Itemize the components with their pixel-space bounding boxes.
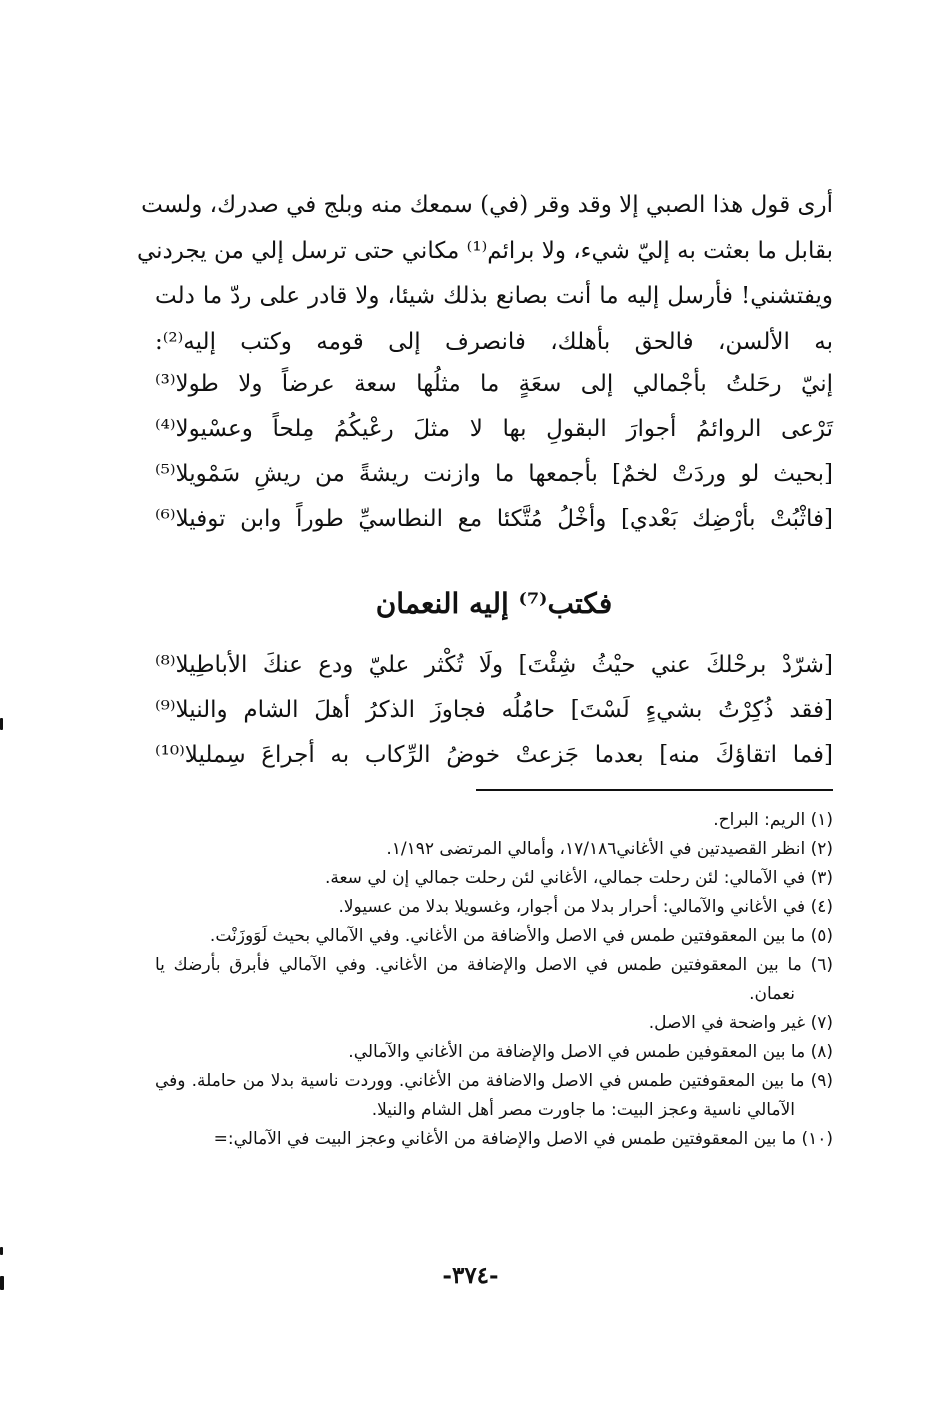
footnote: (٢) انظر القصيدتين في الأغاني١٧/١٨٦، وأمالي المرتضى ١/١٩٢. bbox=[386, 839, 833, 859]
prose-line: أرى قول هذا الصبي إلا وقد وقر (في) سمعك منه وبلج في صدرك، ولست bbox=[141, 192, 833, 218]
footnote-separator bbox=[476, 789, 833, 791]
section-heading: فكتب⁽⁷⁾ إليه النعمان bbox=[375, 587, 613, 620]
verse-line: [بحيث لو وردَتْ لخمٌ] بأجمعها ما وازنت ريشةً من ريشِ سَمْويلا⁽⁵⁾ bbox=[155, 461, 833, 487]
verse-line: [فقد ذُكِرْتُ بشيءٍ لَسْتَ] حامُلُه فجاوزَ الذكرُ أهلَ الشام والنيلا⁽⁹⁾ bbox=[155, 697, 833, 723]
poem-first bbox=[155, 362, 833, 542]
scan-speck bbox=[0, 1247, 3, 1255]
prose-line: بقابل ما بعثت به إليّ شيء، ولا برائم⁽¹⁾ مكاني حتى ترسل إلي من يجردني bbox=[136, 237, 833, 264]
verse-line: تَرْعى الروائمُ أجوارَ البقولِ بها لا مثلَ رعْيكُمُ مِلحاً وعسْيولا⁽⁴⁾ bbox=[155, 416, 833, 442]
footnote: (٤) في الأغاني والآمالي: أحرار بدلا من أجوار، وغسويلا بدلا من عسيولا. bbox=[338, 897, 833, 917]
scan-speck bbox=[0, 718, 3, 730]
verse-line: [فاثْبُتْ بأرْضِك بَعْدي] وأخْلُ مُتَّكئا مع النطاسيِّ طوراً وابن توفيلا⁽⁶⁾ bbox=[155, 506, 833, 532]
footnote: (٧) غير واضحة في الاصل. bbox=[648, 1013, 833, 1033]
footnote: (٣) في الآمالي: لئن رحلت جمالي، الأغاني لئن رحلت جمالي إن لي سعة. bbox=[324, 868, 833, 888]
footnote: (٦) ما بين المعقوفتين طمس في الاصل والإضافة من الأغاني. وفي الآمالي فأبرق بأرضك يا نعمان. bbox=[155, 955, 833, 1004]
prose-line: ويفتشني! فأرسل إليه ما أنت بصانع بذلك شيئا، ولا قادر على ردّ ما دلت bbox=[155, 283, 833, 309]
prose-line: به الألسن، فالحق بأهلك، فانصرف إلى قومه وكتب إليه⁽²⁾: bbox=[155, 328, 833, 355]
footnote: (٨) ما بين المعقوفين طمس في الاصل والإضافة من الأغاني والآمالي. bbox=[348, 1042, 833, 1062]
verse-line: [فما اتقاؤكَ منه] بعدما جَزعتْ خوضُ الرِّكاب به أجراعَ سِمليلا⁽¹⁰⁾ bbox=[155, 742, 833, 768]
verse-line: [شرّدْ برحْلكَ عني حيْثُ شِئْتَ] ولَا تُكْثر عليّ ودع عنكَ الأباطِيلا⁽⁸⁾ bbox=[155, 652, 833, 678]
main-prose bbox=[136, 183, 833, 365]
footnote: (٥) ما بين المعقوفتين طمس في الاصل والأضافة من الأغاني. وفي الآمالي بحيث لَوَوزَنْت. bbox=[209, 926, 833, 946]
footnote: (٩) ما بين المعقوفتين طمس في الاصل والاضافة من الأغاني. ووردت ناسية بدلا من حاملة. وفي الآمالي ناسية وعجز البيت: ما جاورت مصر أهل الشام والنيلا. bbox=[155, 1071, 833, 1120]
scan-speck bbox=[0, 1276, 4, 1290]
footnote: (١٠) ما بين المعقوفتين طمس في الاصل والإضافة من الأغاني وعجز البيت في الآمالي:= bbox=[213, 1129, 833, 1149]
footnotes bbox=[155, 806, 833, 1154]
page-number: -٣٧٤- bbox=[442, 1262, 499, 1289]
poem-second bbox=[155, 643, 833, 778]
verse-line: إنيّ رحَلتُ بأجْمالي إلى سعَةٍ ما مثلُها سعة عرضاً ولا طولا⁽³⁾ bbox=[155, 371, 833, 397]
footnote: (١) الريم: البراح. bbox=[713, 810, 833, 830]
